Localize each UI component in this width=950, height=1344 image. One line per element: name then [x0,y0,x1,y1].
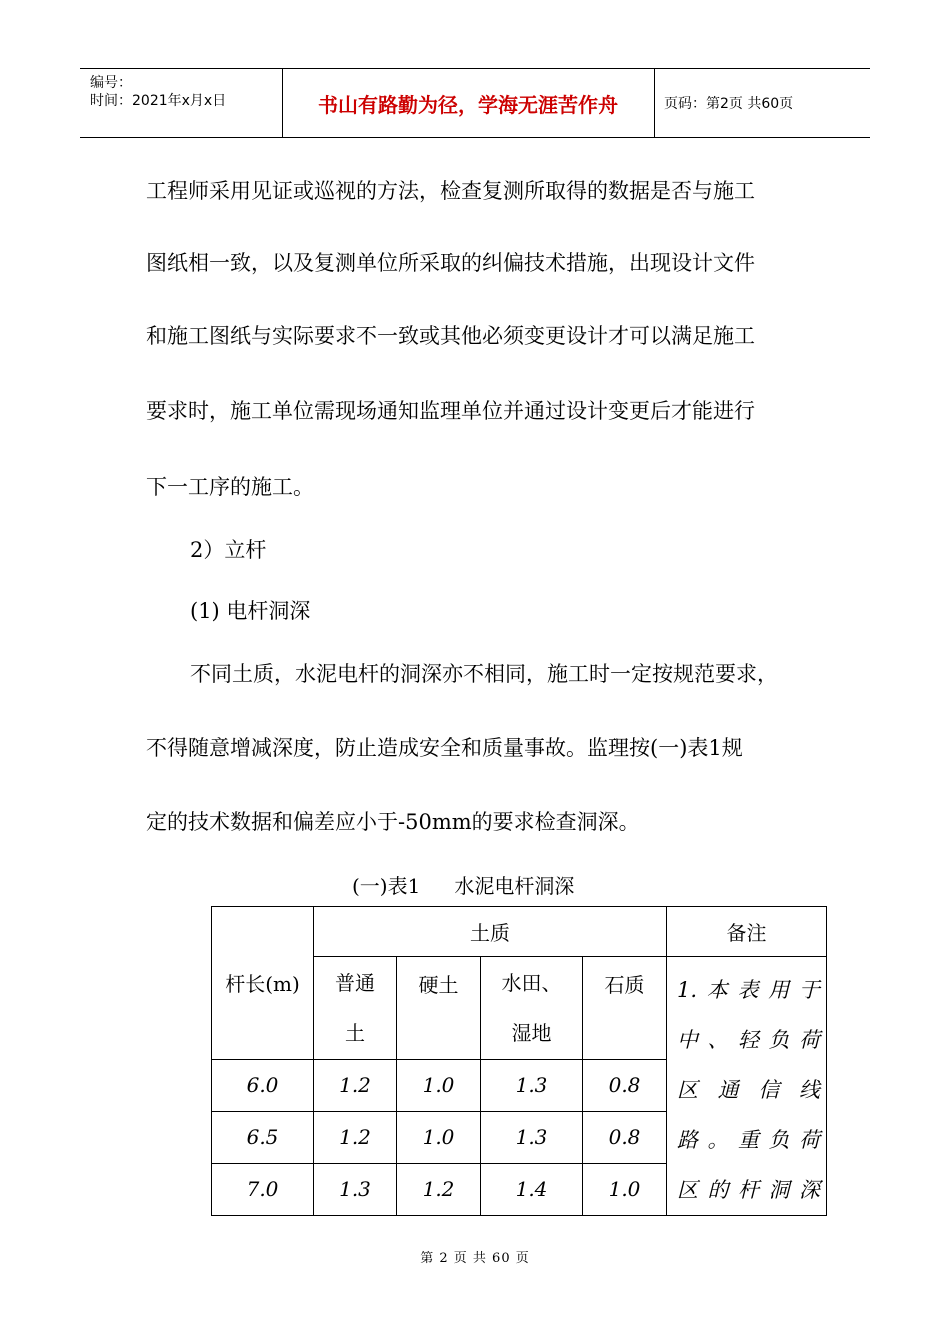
depth-cell: 0.8 [583,1111,667,1163]
number-label: 编号： [90,75,132,91]
page-header [80,68,870,138]
depth-cell: 1.3 [314,1163,397,1215]
soil-type-cell: 水田、 湿地 [481,957,583,1060]
note-line: 区通信线 [677,1078,820,1102]
header-page-info: 页码：第2页 共60页 [664,96,794,112]
depth-cell: 0.8 [583,1059,667,1111]
soil-type-cell: 石质 [583,957,667,1060]
body-line: 不同土质，水泥电杆的洞深亦不相同，施工时一定按规范要求， [190,662,778,686]
soil-type-cell: 硬土 [397,957,481,1060]
note-line: 1.本表用于 [677,978,820,1002]
depth-cell: 1.2 [314,1111,397,1163]
note-line: 中、轻负荷 [677,1028,820,1052]
depth-cell: 1.0 [397,1059,481,1111]
depth-cell: 1.2 [314,1059,397,1111]
header-meta [80,69,283,137]
header-soil: 土质 [314,907,667,957]
soil-type-cell: 普通 土 [314,957,397,1060]
note-line: 区的杆洞深 [677,1178,820,1202]
page-footer: 第 2 页 共 60 页 [420,1251,530,1266]
depth-cell: 1.2 [397,1163,481,1215]
pole-length-cell: 6.5 [212,1111,314,1163]
section-heading: 2）立杆 [190,538,267,562]
pole-depth-table [211,906,827,1216]
header-note: 备注 [667,907,827,957]
note-line: 路。重负荷 [677,1128,820,1152]
body-line: 定的技术数据和偏差应小于-50mm的要求检查洞深。 [146,810,640,834]
note-cell [667,957,827,1216]
table-caption-title: 水泥电杆洞深 [454,874,575,898]
depth-cell: 1.0 [583,1163,667,1215]
body-line: 下一工序的施工。 [146,475,314,499]
depth-cell: 1.4 [481,1163,583,1215]
body-line: 不得随意增减深度，防止造成安全和质量事故。监理按(一)表1规 [146,736,743,760]
depth-cell: 1.3 [481,1059,583,1111]
subsection-heading: (1) 电杆洞深 [190,599,311,623]
table-caption-id: (一)表1 [352,874,421,898]
body-line: 图纸相一致，以及复测单位所采取的纠偏技术措施，出现设计文件 [146,251,755,275]
pole-length-cell: 7.0 [212,1163,314,1215]
header-motto: 书山有路勤为径，学海无涯苦作舟 [282,69,655,137]
body-line: 工程师采用见证或巡视的方法，检查复测所取得的数据是否与施工 [146,179,755,203]
header-pole-length: 杆长(m) [212,907,314,1060]
table-caption [352,870,574,899]
depth-cell: 1.0 [397,1111,481,1163]
body-line: 要求时，施工单位需现场通知监理单位并通过设计变更后才能进行 [146,399,755,423]
body-line: 和施工图纸与实际要求不一致或其他必须变更设计才可以满足施工 [146,324,755,348]
pole-length-cell: 6.0 [212,1059,314,1111]
depth-cell: 1.3 [481,1111,583,1163]
time-label: 时间：2021年x月x日 [90,93,227,109]
